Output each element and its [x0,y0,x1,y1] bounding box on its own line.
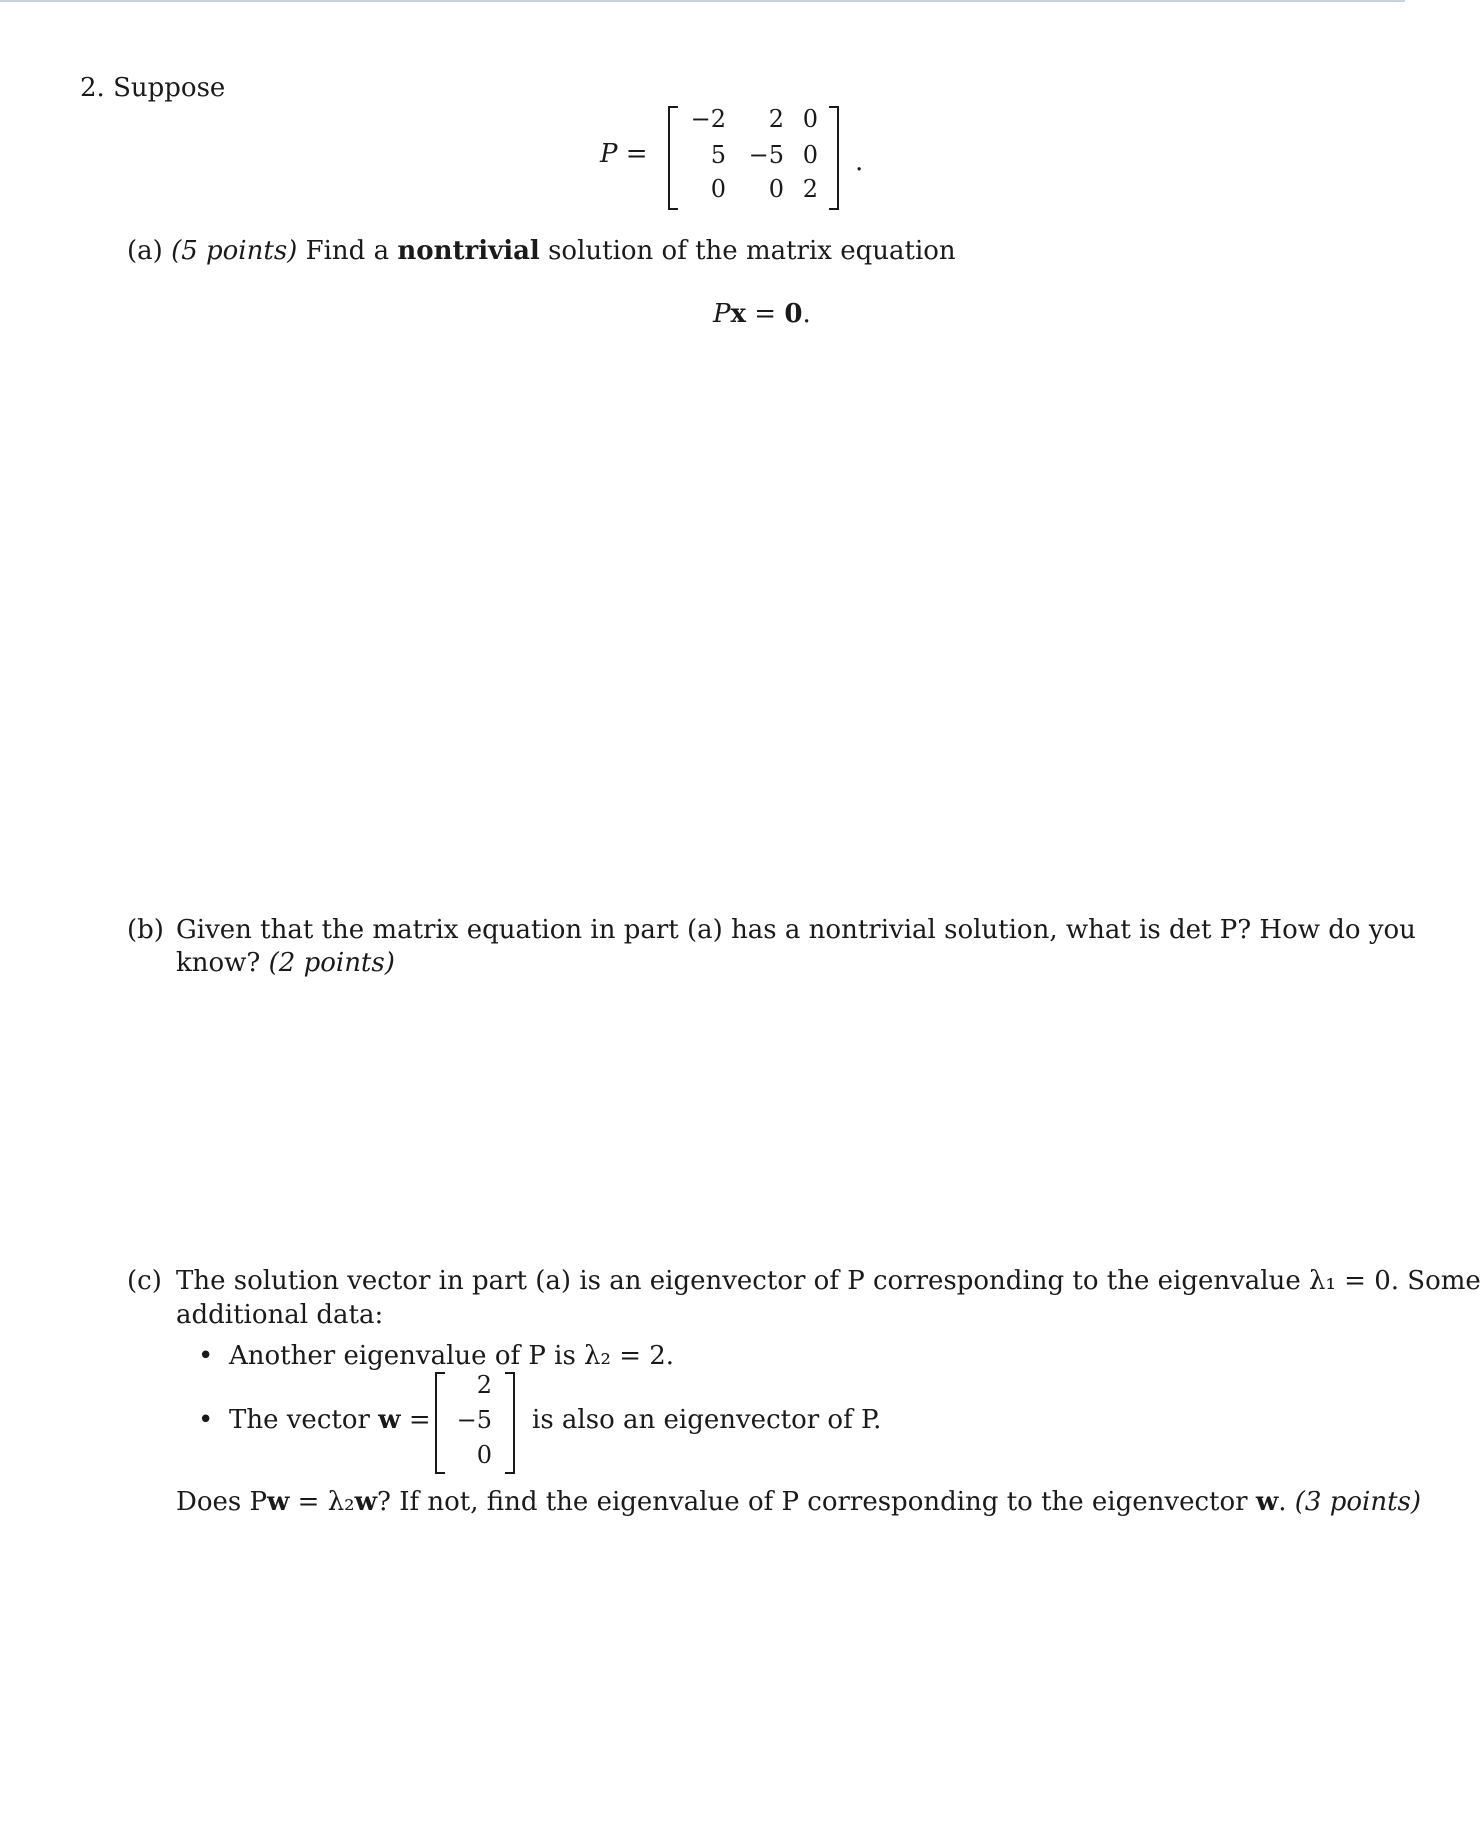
eq-end: . [802,299,811,329]
bullet-1-text: Another eigenvalue of P is λ₂ = 2. [229,1341,675,1371]
part-b-points: (2 points) [268,948,395,978]
matrix-cell: 0 [710,175,726,203]
q-mid: = λ₂ [289,1487,355,1517]
bullet-2-pre: The vector [229,1405,379,1435]
vector-cell: 2 [476,1371,492,1399]
part-c-line-1: The solution vector in part (a) is an eigenvector of P corresponding to the eigenvalue λ₁ = 0. Some [176,1266,1481,1296]
matrix-cell: 5 [710,141,726,169]
answer-space-a [127,345,1327,890]
part-a-equation [713,298,811,330]
matrix-cell: −5 [748,141,784,169]
problem-header [80,72,225,104]
q-w1: w [267,1487,290,1517]
bullet-2-text [229,1404,431,1436]
q-end: . [1278,1487,1287,1517]
q-pre: Does P [176,1487,267,1517]
q-rest: ? If not, find the eigenvalue of P corresponding to the eigenvector [377,1487,1256,1517]
matrix-cell: −2 [690,105,726,133]
vector-cell: 0 [476,1441,492,1469]
problem-intro: Suppose [113,73,226,103]
part-a-points: (5 points) [171,236,298,266]
eq-x: x [730,299,747,329]
part-c-points: (3 points) [1294,1487,1422,1517]
part-b-label: (b) [127,915,164,945]
answer-space-c [127,1530,1327,1830]
matrix-label: P = [600,139,648,169]
part-c-label: (c) [127,1266,162,1296]
vector-cell: −5 [456,1406,492,1434]
vector-right-bracket [505,1372,515,1474]
part-a-bold: nontrivial [397,236,540,266]
bullet-1-marker: • [198,1341,214,1371]
left-bracket [668,106,678,210]
part-c-question [176,1486,1421,1518]
part-a-label: (a) [127,236,163,266]
matrix-cell: 0 [802,141,818,169]
bullet-2-eq: = [400,1405,431,1435]
right-bracket [829,106,839,210]
top-border [0,0,1405,2]
eq-zero: 0 [784,299,803,329]
part-b-line-2 [176,947,395,979]
part-a-statement [127,235,956,267]
part-a-text-2: solution of the matrix equation [548,236,956,266]
vector-w: w [378,1405,401,1435]
q-w3: w [1255,1487,1279,1517]
q-w2: w [354,1487,377,1517]
eq-P: P [713,299,731,329]
part-a-text-1: Find a [305,236,390,266]
eq-equals: = [746,299,785,329]
problem-number: 2. [80,73,105,103]
bullet-2-marker: • [198,1405,214,1435]
matrix-cell: 2 [768,105,784,133]
bullet-2-post: is also an eigenvector of P. [532,1405,882,1435]
matrix-cell: 2 [802,175,818,203]
vector-left-bracket [435,1372,445,1474]
matrix-period: . [855,147,864,177]
part-b-line-1: Given that the matrix equation in part (a) has a nontrivial solution, what is det P? How do you [176,915,1416,945]
part-c-line-2: additional data: [176,1300,384,1330]
answer-space-b [127,990,1327,1240]
matrix-cell: 0 [768,175,784,203]
matrix-cell: 0 [802,105,818,133]
part-b-know: know? [176,948,261,978]
